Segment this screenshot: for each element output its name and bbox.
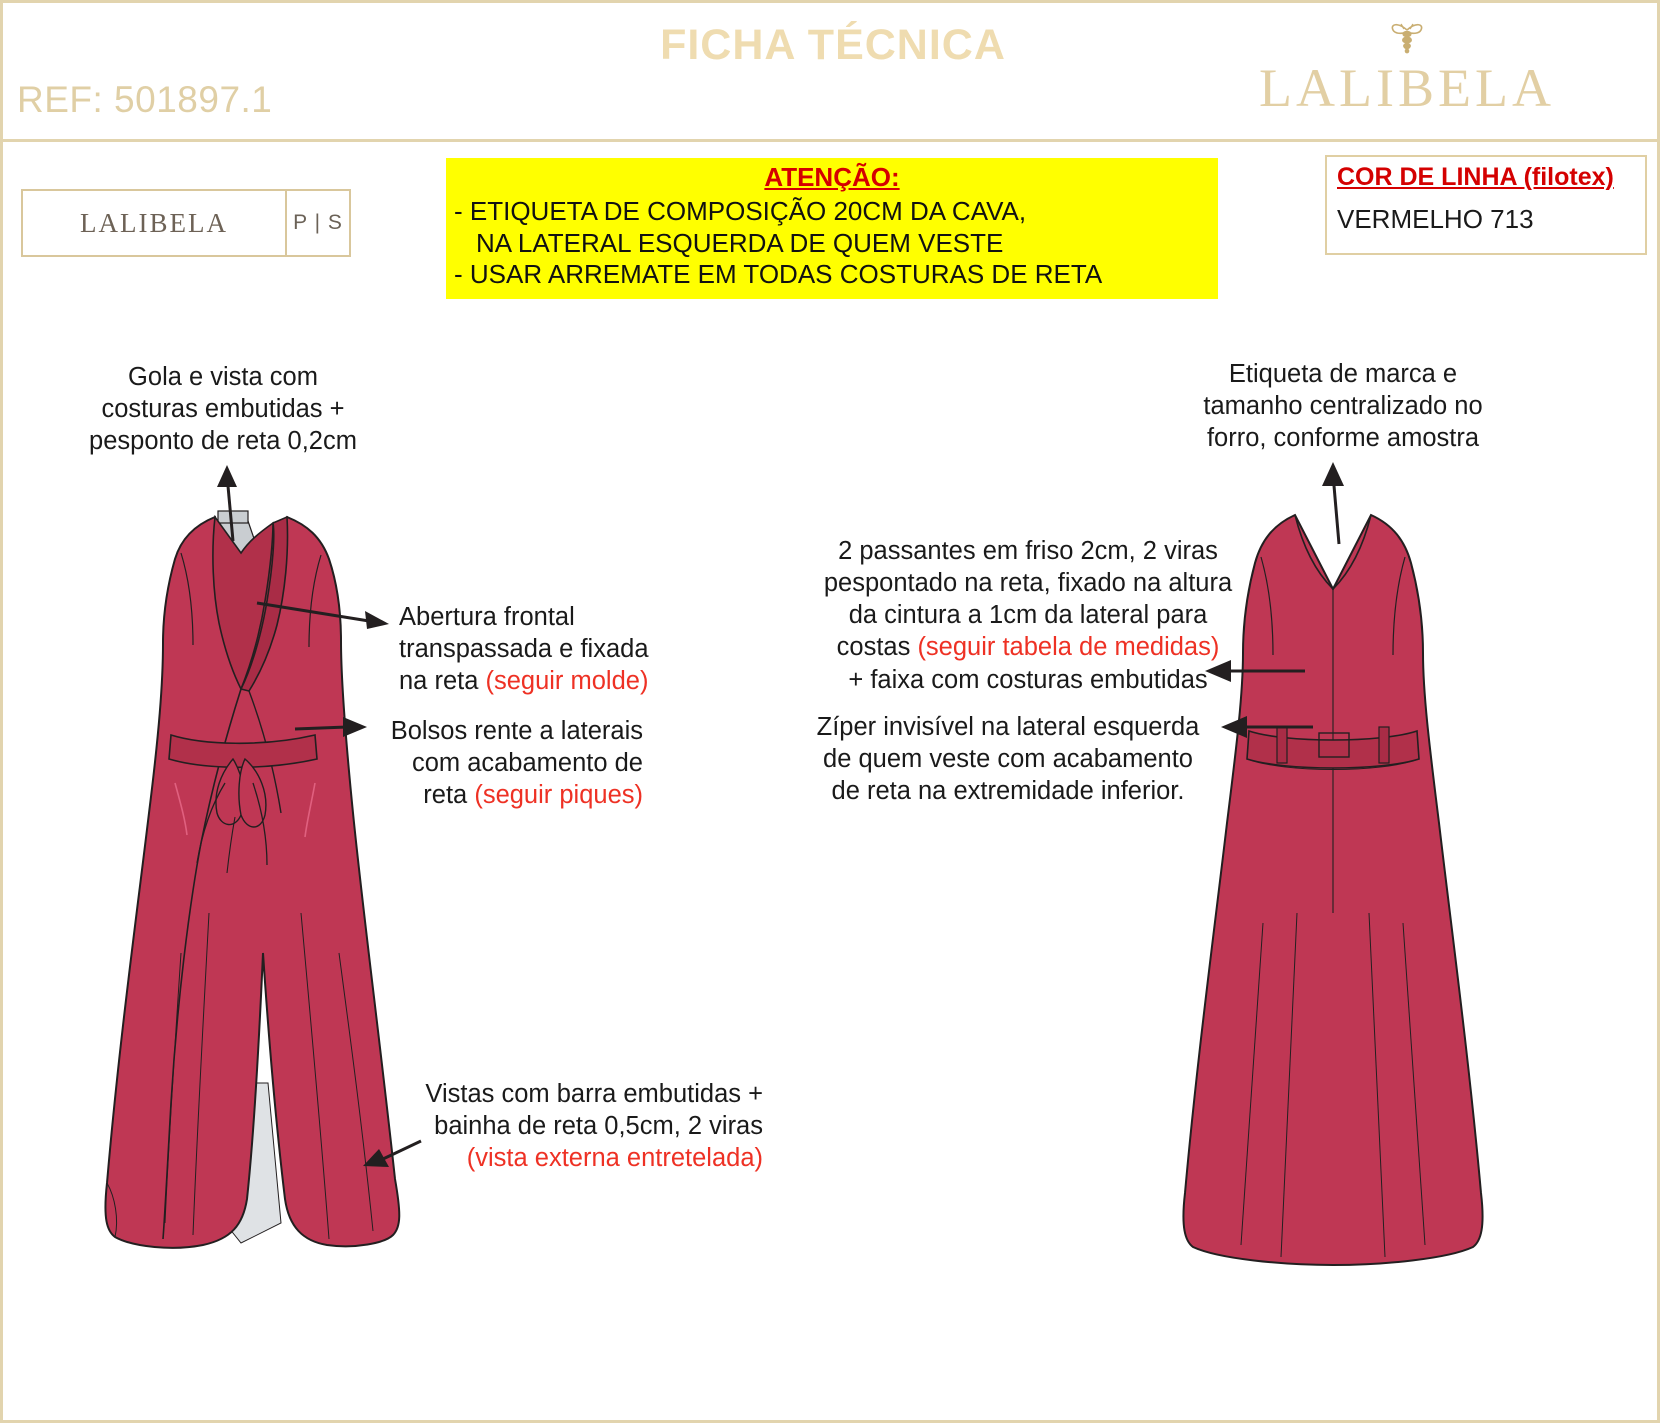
note-front-opening-line-3: na reta <box>399 667 486 696</box>
thread-color-title: COR DE LINHA (filotex) <box>1337 163 1614 191</box>
note-hem-line-2: bainha de reta 0,5cm, 2 viras <box>434 1112 763 1141</box>
garment-label-brand: LALIBELA <box>80 207 228 238</box>
brand-logo <box>1187 21 1627 117</box>
thread-color-value: VERMELHO 713 <box>1337 204 1534 234</box>
reference-number: REF: 501897.1 <box>17 79 273 120</box>
note-collar-line-1: Gola e vista com <box>128 363 318 391</box>
note-pockets-line-1: Bolsos rente a laterais <box>390 717 643 745</box>
note-belt-loops-line-1: 2 passantes em friso 2cm, 2 viras <box>838 537 1218 565</box>
note-pockets-line-2: com acabamento de <box>411 749 643 778</box>
note-belt-loops-line-5: + faixa com costuras embutidas <box>848 665 1208 694</box>
note-front-opening <box>399 601 729 697</box>
garment-label-swatch <box>21 189 287 257</box>
note-front-opening-line-1: Abertura frontal <box>399 603 575 631</box>
note-collar <box>23 361 423 457</box>
note-zipper-line-3: de reta na extremidade inferior. <box>831 777 1185 806</box>
note-pockets-line-3-red: (seguir piques) <box>474 781 643 810</box>
callout-arrow-brand-label <box>1293 458 1363 548</box>
page-title: FICHA TÉCNICA <box>660 21 1006 69</box>
note-belt-loops-line-2: pespontado na reta, fixado na altura <box>823 569 1233 598</box>
note-front-opening-line-2: transpassada e fixada <box>399 635 649 664</box>
note-belt-loops-line-4-red: (seguir tabela de medidas) <box>917 633 1220 662</box>
note-front-opening-line-3-red: (seguir molde) <box>485 667 649 696</box>
note-belt-loops <box>793 535 1263 696</box>
note-hem-line-1: Vistas com barra embutidas + <box>425 1080 763 1108</box>
note-zipper-line-2: de quem veste com acabamento <box>823 745 1193 774</box>
note-pockets <box>343 715 643 811</box>
note-zipper-line-1: Zíper invisível na lateral esquerda <box>816 713 1200 741</box>
attention-callout <box>446 158 1218 299</box>
callout-arrow-zipper <box>1217 711 1317 741</box>
note-brand-label-line-3: forro, conforme amostra <box>1206 424 1480 453</box>
size-box: P | S <box>285 189 351 257</box>
note-brand-label <box>1163 358 1523 454</box>
note-brand-label-line-1: Etiqueta de marca e <box>1228 360 1458 388</box>
note-zipper <box>793 711 1223 807</box>
header-divider <box>3 139 1660 142</box>
note-collar-line-3: pesponto de reta 0,2cm <box>89 427 357 456</box>
note-hem-line-3: (vista externa entretelada) <box>466 1144 763 1173</box>
bee-icon <box>1187 21 1627 60</box>
note-brand-label-line-2: tamanho centralizado no <box>1203 392 1483 421</box>
brand-name: LALIBELA <box>1259 58 1555 118</box>
callout-arrow-collar <box>189 463 259 543</box>
note-belt-loops-line-3: da cintura a 1cm da lateral para <box>848 601 1208 630</box>
note-hem <box>363 1078 763 1174</box>
note-belt-loops-line-4: costas <box>836 633 918 662</box>
callout-arrow-front-opening <box>253 599 393 635</box>
thread-color-box <box>1325 155 1647 255</box>
attention-line-3: - USAR ARREMATE EM TODAS COSTURAS DE RETA <box>454 259 1103 290</box>
attention-line-2: NA LATERAL ESQUERDA DE QUEM VESTE <box>476 227 1004 258</box>
note-pockets-line-3: reta <box>423 781 475 810</box>
attention-title: ATENÇÃO: <box>764 162 900 192</box>
note-collar-line-2: costuras embutidas + <box>101 395 345 424</box>
attention-line-1: - ETIQUETA DE COMPOSIÇÃO 20CM DA CAVA, <box>454 196 1027 226</box>
